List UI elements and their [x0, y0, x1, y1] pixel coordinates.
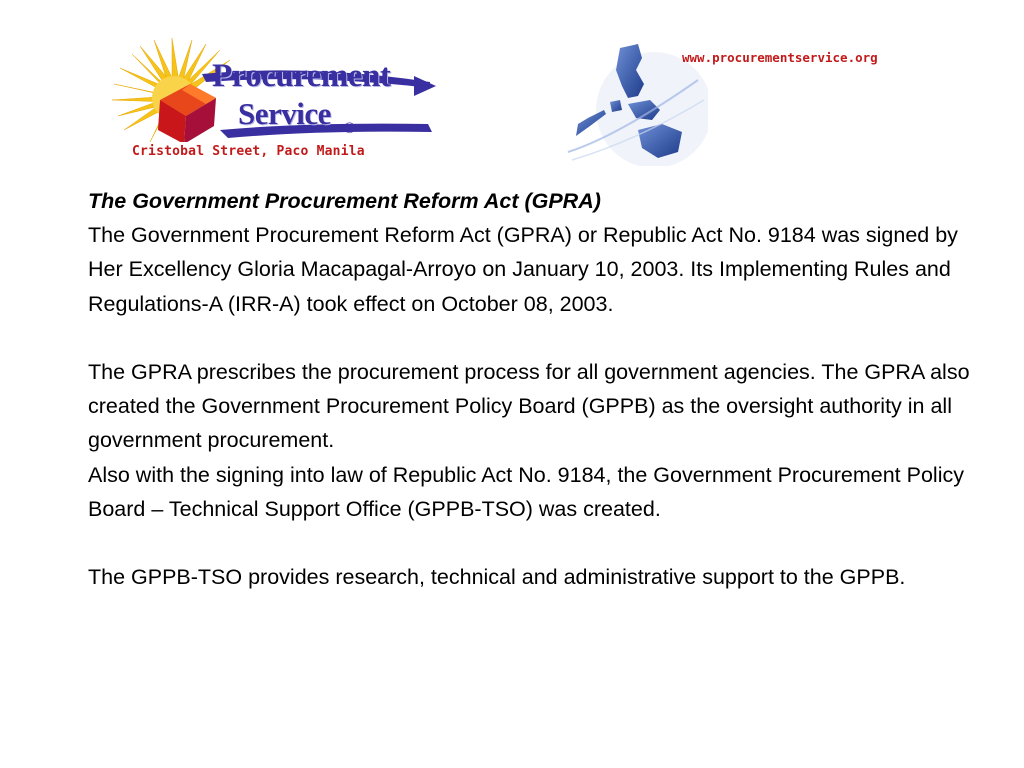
- logo-text-service: Service: [238, 96, 331, 131]
- paragraph-gppb-tso-support: The GPPB-TSO provides research, technical and administrative support to the GPPB.: [88, 565, 906, 590]
- paragraph-gpra-signing: The Government Procurement Reform Act (GPRA) or Republic Act No. 9184 was signed by Her Excellency Gloria Macapagal-Arroyo on January 10, 2003. Its Implementing Rules and Regulations-A (IRR-A) took effect on October 08, 2003.: [88, 223, 958, 316]
- website-url: www.procurementservice.org: [682, 50, 878, 65]
- procurement-service-logo: [110, 38, 440, 166]
- registered-mark: ®: [344, 120, 356, 137]
- logo-text-procurement: Procurement: [212, 58, 391, 94]
- paragraph-spacer: [88, 526, 978, 560]
- paragraph-gpra-scope: The GPRA prescribes the procurement process for all government agencies. The GPRA also created the Government Procurement Policy Board (GPPB) as the oversight authority in all government procurement.: [88, 360, 970, 453]
- article-title: The Government Procurement Reform Act (GPRA): [88, 189, 601, 213]
- article-body: [88, 184, 978, 594]
- paragraph-gppb-tso-creation: Also with the signing into law of Republic Act No. 9184, the Government Procurement Policy Board – Technical Support Office (GPPB-TSO) was created.: [88, 462, 964, 521]
- logo-address: Cristobal Street, Paco Manila: [132, 144, 365, 159]
- header-banner: [110, 38, 960, 166]
- paragraph-spacer: [88, 321, 978, 355]
